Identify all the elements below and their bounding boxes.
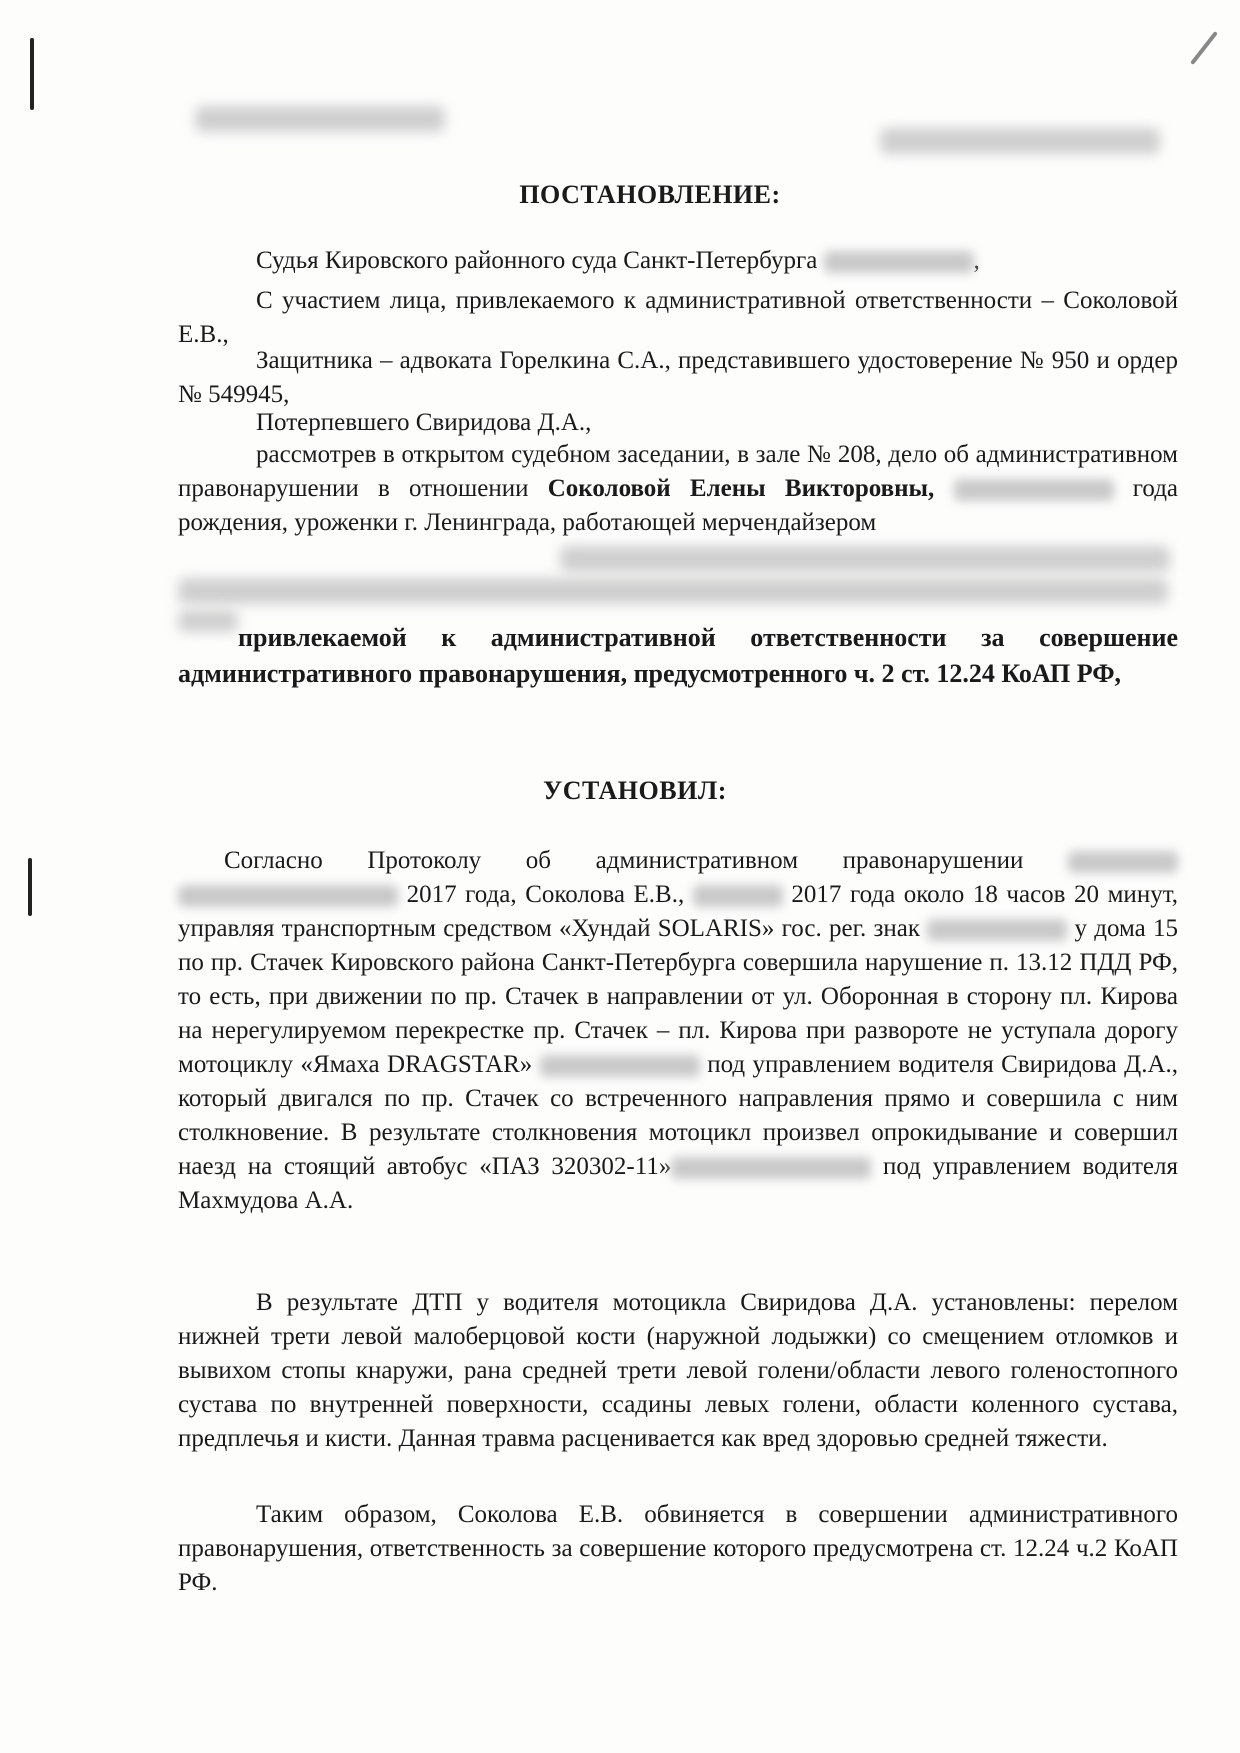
redacted-address <box>178 578 1168 604</box>
participant-text: С участием лица, привлекаемого к административной ответственности – Соколовой Е.В., <box>178 287 1178 348</box>
judge-tail: , <box>973 247 980 274</box>
section-title-established: УСТАНОВИЛ: <box>543 776 727 805</box>
intro-victim <box>178 406 1178 440</box>
charge-text: привлекаемой к административной ответственности за совершение административного правонарушения, предусмотренного ч. 2 ст. 12.24 КоАП РФ, <box>178 623 1178 688</box>
redacted-bus-plate <box>671 1157 871 1179</box>
intro-participant <box>178 284 1178 352</box>
p1-text-e: под управлением водителя Свиридова Д.А., который двигался по пр. Стачек со встреченного направления прямо и совершила с ним столкновение. В результате столкновения мотоцикл произвел опрокидывание и совершил наезд на стоящий автобус «ПАЗ 320302-11» <box>178 1051 1178 1180</box>
scan-artifact-mark <box>28 858 32 916</box>
redacted-protocol-number <box>1068 851 1178 873</box>
redacted-employment <box>560 546 1170 572</box>
p1-text-d: у дома 15 по пр. Стачек Кировского района Санкт-Петербурга совершила нарушение п. 13.12 ПДД РФ, то есть, при движении по пр. Стачек в направлении от ул. Оборонная в сторону пл. Кирова на нерегулируемом перекрестке пр. Стачек – пл. Кирова при развороте не уступала дорогу мотоциклу «Ямаха DRAGSTAR» <box>178 915 1178 1078</box>
redacted-car-plate <box>927 919 1067 941</box>
redacted-protocol-date <box>178 885 398 907</box>
established-paragraph-1 <box>178 844 1178 1218</box>
intro-considered <box>178 438 1178 540</box>
intro-judge <box>178 244 1178 278</box>
established-paragraph-2 <box>178 1286 1178 1456</box>
accused-name: Соколовой Елены Викторовны, <box>547 475 935 502</box>
p2-text: В результате ДТП у водителя мотоцикла Свиридова Д.А. установлены: перелом нижней трети левой малоберцовой кости (наружной лодыжки) со смещением отломков и вывихом стопы кнаружи, рана средней трети левой голени/области левого голеностопного сустава по внутренней поверхности, ссадины левых голени, области коленного сустава, предплечья и кисти. Данная травма расценивается как вред здоровью средней тяжести. <box>178 1289 1178 1452</box>
redacted-header-info <box>880 128 1160 154</box>
redacted-moto-plate <box>540 1055 700 1077</box>
intro-defender <box>178 344 1178 412</box>
p1-text-c: 2017 года около 18 часов 20 минут, управляя транспортным средством «Хундай SOLARIS» гос. рег. знак <box>178 881 1178 942</box>
considered-text-a: рассмотрев в открытом судебном заседании, в зале № 208, дело об административном правонарушении в отношении <box>178 441 1178 502</box>
defender-text: Защитника – адвоката Горелкина С.А., представившего удостоверение № 950 и ордер № 549945, <box>178 347 1178 408</box>
redacted-case-number <box>195 106 445 132</box>
charge-statement <box>178 620 1178 692</box>
considered-text-b: года рождения, уроженки г. Ленинграда, работающей мерчендайзером <box>178 475 1179 536</box>
victim-text: Потерпевшего Свиридова Д.А., <box>256 409 592 436</box>
scan-artifact-mark <box>30 38 34 110</box>
redacted-judge-name <box>824 251 974 273</box>
p1-text-a: Согласно Протоколу об административном правонарушении <box>224 847 1068 874</box>
judge-text: Судья Кировского районного суда Санкт-Петербурга <box>256 247 818 274</box>
redacted-birth-date <box>954 479 1114 501</box>
pen-stroke-mark <box>1190 31 1218 65</box>
document-title: ПОСТАНОВЛЕНИЕ: <box>519 180 781 209</box>
p1-text-b: 2017 года, Соколова Е.В., <box>398 881 693 908</box>
p1-text-f: под управлением водителя Махмудова А.А. <box>178 1153 1178 1214</box>
redacted-incident-date <box>693 885 783 907</box>
p3-text: Таким образом, Соколова Е.В. обвиняется в совершении административного правонарушения, ответственность за совершение которого предусмотрена ст. 12.24 ч.2 КоАП РФ. <box>178 1501 1178 1596</box>
established-paragraph-3 <box>178 1498 1178 1600</box>
